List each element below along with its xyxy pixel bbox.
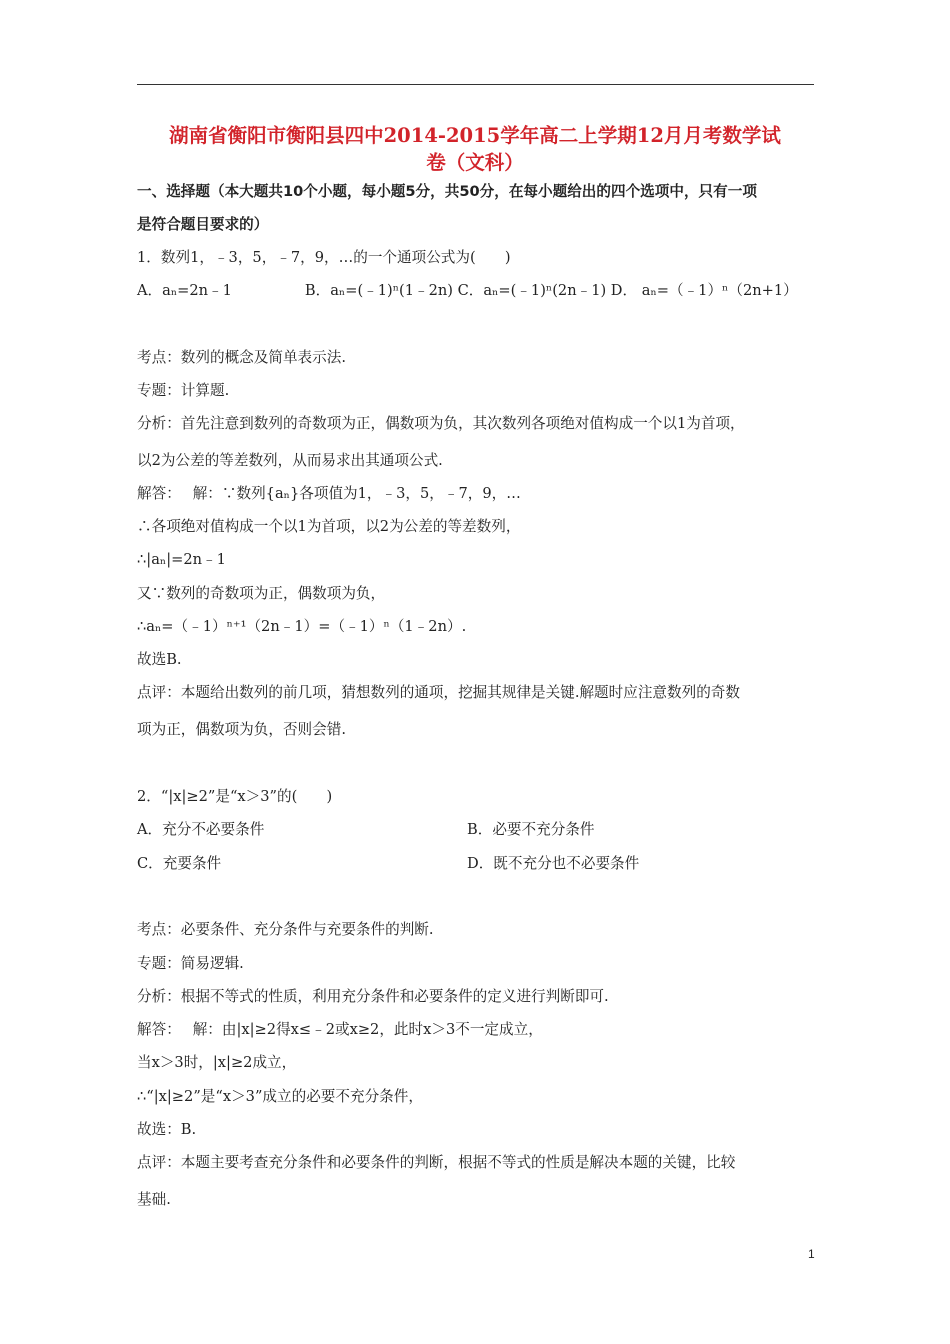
- q2-option-a: A．充分不必要条件: [137, 821, 265, 838]
- q1-fenxi-line-1: 分析：首先注意到数列的奇数项为正，偶数项为负，其次数列各项绝对值构成一个以1为首项，: [137, 415, 745, 432]
- q2-jieda-line-2: 当x＞3时，|x|≥2成立，: [137, 1054, 297, 1071]
- q2-dianping-line-2: 基础.: [137, 1191, 171, 1208]
- q2-option-b: B．必要不充分条件: [467, 821, 595, 838]
- q1-jieda-line-2: ∴各项绝对值构成一个以1为首项，以2为公差的等差数列，: [137, 518, 521, 535]
- q2-zhuanti: 专题：简易逻辑.: [137, 955, 244, 972]
- q2-jieda-line-3: ∴“|x|≥2”是“x＞3”成立的必要不充分条件，: [137, 1088, 423, 1105]
- q1-jieda-line-1: 解答： 解：∵数列{aₙ}各项值为1，﹣3，5，﹣7，9，…: [137, 485, 521, 502]
- q1-dianping-line-2: 项为正，偶数项为负，否则会错.: [137, 721, 346, 738]
- q1-jieda-line-4: 又∵数列的奇数项为正，偶数项为负，: [137, 585, 386, 602]
- q2-jieda-line-1: 解答： 解：由|x|≥2得x≤﹣2或x≥2，此时x＞3不一定成立，: [137, 1021, 543, 1038]
- q2-stem: 2．“|x|≥2”是“x＞3”的( ): [137, 788, 333, 805]
- q1-jieda-line-6: 故选B.: [137, 651, 182, 668]
- q2-option-d: D．既不充分也不必要条件: [467, 855, 640, 872]
- section-heading-line-2: 是符合题目要求的）: [137, 216, 269, 233]
- q1-kaodian: 考点：数列的概念及简单表示法.: [137, 349, 346, 366]
- q1-fenxi-line-2: 以2为公差的等差数列，从而易求出其通项公式.: [137, 452, 443, 469]
- q2-jieda-line-4: 故选：B.: [137, 1121, 197, 1138]
- q1-zhuanti: 专题：计算题.: [137, 382, 230, 399]
- q1-jieda-line-3: ∴|aₙ|=2n﹣1: [137, 551, 226, 568]
- section-heading-line-1: 一、选择题（本大题共10个小题，每小题5分，共50分，在每小题给出的四个选项中，只有一项: [137, 183, 757, 200]
- q2-fenxi: 分析：根据不等式的性质，利用充分条件和必要条件的定义进行判断即可.: [137, 988, 609, 1005]
- q1-dianping-line-1: 点评：本题给出数列的前几项，猜想数列的通项，挖掘其规律是关键.解题时应注意数列的奇数: [137, 684, 740, 701]
- q1-options: A．aₙ=2n﹣1 B．aₙ=(﹣1)ⁿ(1﹣2n) C．aₙ=(﹣1)ⁿ(2n﹣1) D． aₙ=（﹣1）ⁿ（2n+1）: [137, 282, 798, 299]
- q2-kaodian: 考点：必要条件、充分条件与充要条件的判断.: [137, 921, 434, 938]
- page-number: 1: [808, 1247, 815, 1261]
- q2-option-c: C．充要条件: [137, 855, 222, 872]
- q1-jieda-line-5: ∴aₙ=（﹣1）ⁿ⁺¹（2n﹣1）=（﹣1）ⁿ（1﹣2n）.: [137, 618, 467, 635]
- q2-dianping-line-1: 点评：本题主要考查充分条件和必要条件的判断，根据不等式的性质是解决本题的关键，比较: [137, 1154, 736, 1171]
- header-rule: [137, 84, 814, 85]
- document-title-line-2: 卷（文科）: [426, 151, 524, 174]
- q1-stem: 1．数列1，﹣3，5，﹣7，9，…的一个通项公式为( ): [137, 249, 511, 266]
- document-title-line-1: 湖南省衡阳市衡阳县四中2014-2015学年高二上学期12月月考数学试: [169, 124, 781, 147]
